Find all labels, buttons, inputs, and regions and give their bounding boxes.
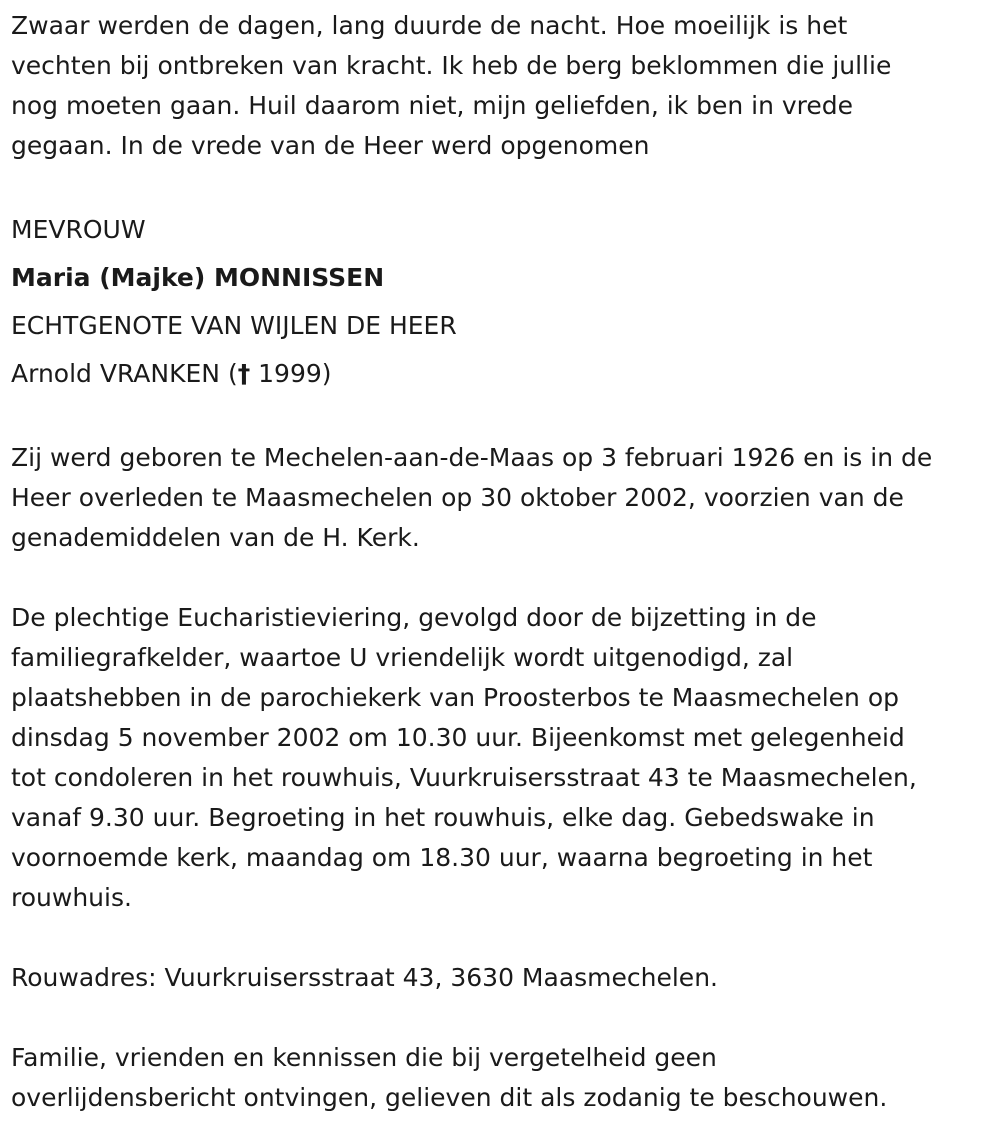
spouse-year: 1999) [258,359,332,388]
deceased-name: Maria (Majke) MONNISSEN [11,263,385,292]
mourning-address: Rouwadres: Vuurkruisersstraat 43, 3630 Maasmechelen. [11,963,718,992]
spouse-name: Arnold VRANKEN ( [11,359,238,388]
spacer [11,918,988,958]
intro-poem [11,6,988,166]
salutation: MEVROUW [11,215,146,244]
ceremony-line: rouwhuis. [11,883,132,912]
ceremony-line: familiegrafkelder, waartoe U vriendelijk wordt uitgenodigd, zal [11,643,794,672]
spacer [11,998,988,1038]
deceased-block [11,206,988,398]
intro-line: nog moeten gaan. Huil daarom niet, mijn geliefden, ik ben in vrede [11,91,854,120]
spacer [11,558,988,598]
spacer [11,398,988,438]
spacer [11,166,988,206]
cross-icon: † [237,359,251,388]
ceremony-line: voornoemde kerk, maandag om 18.30 uur, waarna begroeting in het [11,843,873,872]
intro-line: vechten bij ontbreken van kracht. Ik heb de berg beklommen die jullie [11,51,892,80]
ceremony-paragraph [11,598,988,918]
ceremony-line: tot condoleren in het rouwhuis, Vuurkruisersstraat 43 te Maasmechelen, [11,763,917,792]
spouse-line [11,350,988,398]
birth-death-paragraph [11,438,988,558]
ceremony-line: dinsdag 5 november 2002 om 10.30 uur. Bijeenkomst met gelegenheid [11,723,905,752]
closing-line: overlijdensbericht ontvingen, gelieven dit als zodanig te beschouwen. [11,1083,888,1112]
birth-death-line: genademiddelen van de H. Kerk. [11,523,420,552]
birth-death-line: Heer overleden te Maasmechelen op 30 oktober 2002, voorzien van de [11,483,904,512]
relation: ECHTGENOTE VAN WIJLEN DE HEER [11,311,457,340]
closing-line: Familie, vrienden en kennissen die bij vergetelheid geen [11,1043,717,1072]
intro-line: gegaan. In de vrede van de Heer werd opgenomen [11,131,650,160]
birth-death-line: Zij werd geboren te Mechelen-aan-de-Maas op 3 februari 1926 en is in de [11,443,933,472]
ceremony-line: plaatshebben in de parochiekerk van Proosterbos te Maasmechelen op [11,683,899,712]
ceremony-line: vanaf 9.30 uur. Begroeting in het rouwhuis, elke dag. Gebedswake in [11,803,875,832]
address-paragraph [11,958,988,998]
intro-line: Zwaar werden de dagen, lang duurde de nacht. Hoe moeilijk is het [11,11,848,40]
ceremony-line: De plechtige Eucharistieviering, gevolgd door de bijzetting in de [11,603,817,632]
closing-paragraph [11,1038,988,1118]
